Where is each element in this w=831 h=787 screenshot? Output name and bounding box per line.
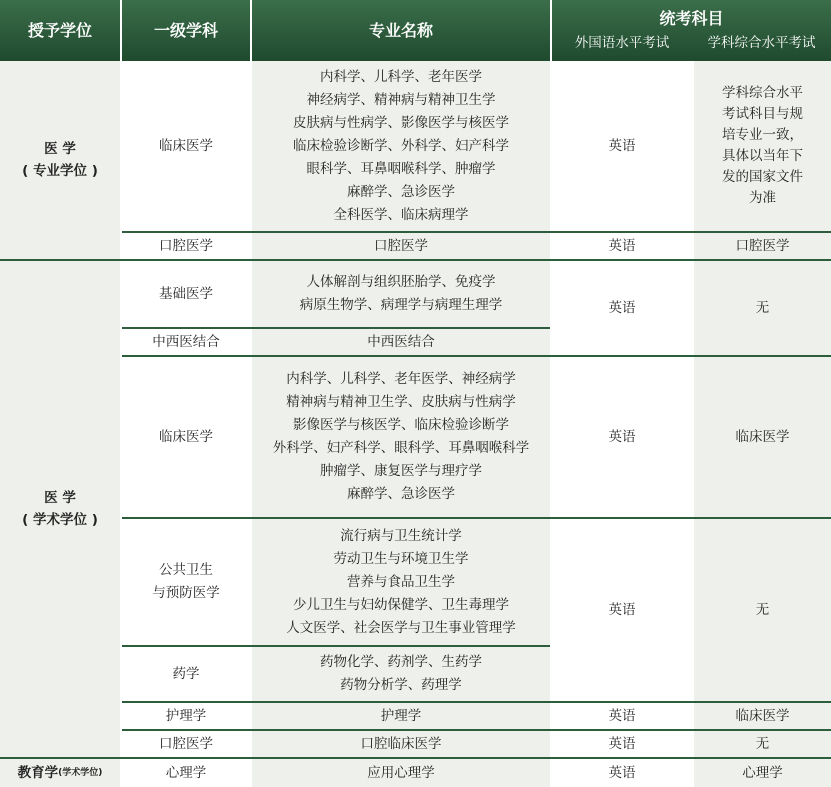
foreign-exam-cell: 英语 xyxy=(552,759,692,787)
discipline-cell: 心理学 xyxy=(122,759,250,787)
foreign-exam-cell: 英语 xyxy=(552,731,692,757)
header-foreign: 外国语水平考试 xyxy=(574,35,670,51)
discipline-cell: 中西医结合 xyxy=(122,329,250,355)
row-divider xyxy=(122,645,550,647)
discipline-cell: 口腔医学 xyxy=(122,233,250,259)
header-comprehensive: 学科综合水平考试 xyxy=(707,35,816,51)
major-cell: 内科学、儿科学、老年医学、神经病学 精神病与精神卫生学、皮肤病与性病学 影像医学与核医学、临床检验诊断学 外科学、妇产科学、眼科学、耳鼻咽喉科学 肿瘤学、康复医学与理疗学 麻醉学、急诊医学 xyxy=(252,357,550,517)
foreign-exam-cell: 英语 xyxy=(552,261,692,355)
major-cell: 内科学、儿科学、老年医学 神经病学、精神病与精神卫生学 皮肤病与性病学、影像医学与核医学 临床检验诊断学、外科学、妇产科学 眼科学、耳鼻咽喉科学、肿瘤学 麻醉学、急诊医学 全科医学、临床病理学 xyxy=(252,61,550,231)
foreign-exam-cell: 英语 xyxy=(552,703,692,729)
header-exam-sub xyxy=(552,32,831,55)
degree-education-academic: 教育学 (学术学位) xyxy=(0,759,120,787)
foreign-exam-cell: 英语 xyxy=(552,233,692,259)
discipline-cell: 口腔医学 xyxy=(122,731,250,757)
header-major: 专业名称 xyxy=(252,0,550,61)
degree-medicine-academic: 医 学 ( 学术学位 ) xyxy=(0,261,120,757)
discipline-cell: 药学 xyxy=(122,647,250,701)
discipline-cell: 公共卫生 与预防医学 xyxy=(122,519,250,645)
major-cell: 口腔医学 xyxy=(252,233,550,259)
major-cell: 护理学 xyxy=(252,703,550,729)
row-divider xyxy=(122,231,831,233)
degree-medicine-professional: 医 学 ( 专业学位 ) xyxy=(0,61,120,259)
header-discipline: 一级学科 xyxy=(122,0,250,61)
comprehensive-exam-cell: 临床医学 xyxy=(694,703,831,729)
header-exam: 统考科目 外国语水平考试 学科综合水平考试 xyxy=(552,0,831,61)
group-divider xyxy=(0,259,831,261)
comprehensive-exam-cell: 无 xyxy=(694,519,831,701)
foreign-exam-cell: 英语 xyxy=(552,61,692,231)
major-cell: 应用心理学 xyxy=(252,759,550,787)
discipline-cell: 基础医学 xyxy=(122,261,250,327)
foreign-exam-cell: 英语 xyxy=(552,357,692,517)
row-divider xyxy=(122,355,831,357)
comprehensive-exam-cell: 学科综合水平 考试科目与规 培专业一致， 具体以当年下 发的国家文件 为准 xyxy=(694,61,831,231)
major-cell: 人体解剖与组织胚胎学、免疫学 病原生物学、病理学与病理生理学 xyxy=(252,261,550,327)
comprehensive-exam-cell: 无 xyxy=(694,731,831,757)
major-cell: 流行病与卫生统计学 劳动卫生与环境卫生学 营养与食品卫生学 少儿卫生与妇幼保健学、卫生毒理学 人文医学、社会医学与卫生事业管理学 xyxy=(252,519,550,645)
major-cell: 口腔临床医学 xyxy=(252,731,550,757)
discipline-cell: 临床医学 xyxy=(122,61,250,231)
comprehensive-exam-cell: 口腔医学 xyxy=(694,233,831,259)
discipline-cell: 临床医学 xyxy=(122,357,250,517)
row-divider xyxy=(122,729,831,731)
foreign-exam-cell: 英语 xyxy=(552,519,692,701)
major-cell: 中西医结合 xyxy=(252,329,550,355)
row-divider xyxy=(122,701,831,703)
major-cell: 药物化学、药剂学、生药学 药物分析学、药理学 xyxy=(252,647,550,701)
discipline-cell: 护理学 xyxy=(122,703,250,729)
comprehensive-exam-cell: 无 xyxy=(694,261,831,355)
group-divider xyxy=(0,757,831,759)
header-degree: 授予学位 xyxy=(0,0,120,61)
comprehensive-exam-cell: 心理学 xyxy=(694,759,831,787)
comprehensive-exam-cell: 临床医学 xyxy=(694,357,831,517)
row-divider xyxy=(122,517,831,519)
row-divider xyxy=(122,327,550,329)
